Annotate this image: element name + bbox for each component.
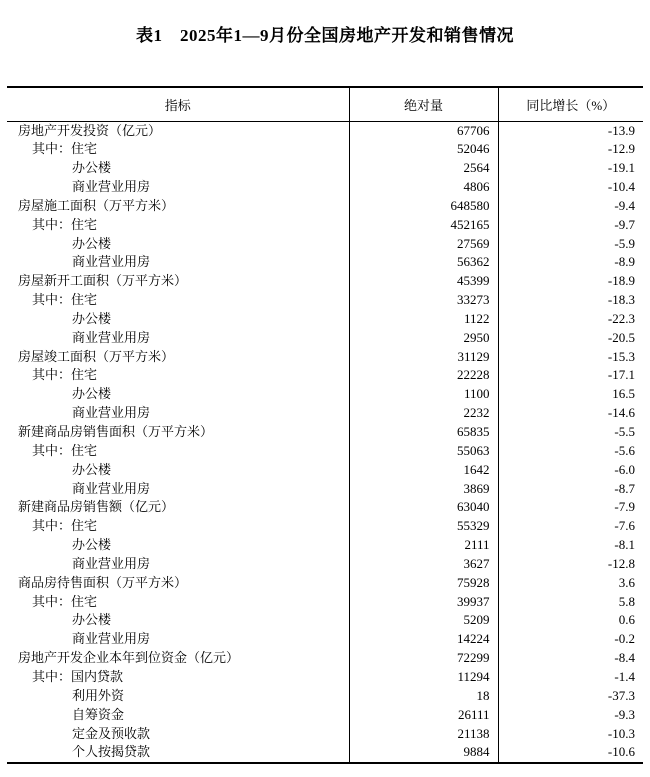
real-estate-stats-table — [7, 86, 643, 764]
yoy-growth-cell: -9.4 — [614, 197, 635, 213]
indicator-cell: 个人按揭贷款 — [7, 743, 349, 763]
indicator-cell: 其中：住宅 — [7, 216, 349, 235]
absolute-amount-cell: 648580 — [349, 197, 498, 216]
absolute-amount-cell: 3627 — [349, 555, 498, 574]
absolute-amount-cell: 4806 — [349, 178, 498, 197]
absolute-amount-cell: 2111 — [349, 536, 498, 555]
indicator-cell: 商业营业用房 — [7, 480, 349, 499]
table-row — [7, 517, 643, 536]
absolute-amount-cell: 1100 — [349, 385, 498, 404]
yoy-growth-cell: -6.0 — [614, 461, 635, 477]
indicator-cell: 办公楼 — [7, 461, 349, 480]
yoy-growth-cell: -10.4 — [607, 179, 635, 195]
table-row — [7, 310, 643, 329]
indicator-cell: 其中：住宅 — [7, 517, 349, 536]
yoy-growth-cell: -14.6 — [607, 405, 635, 421]
yoy-growth-cell: -19.1 — [607, 160, 635, 176]
table-row — [7, 121, 643, 140]
table-row — [7, 630, 643, 649]
absolute-amount-cell: 1122 — [349, 310, 498, 329]
column-header-yoy-growth: 同比增长（%） — [498, 87, 643, 121]
absolute-amount-cell: 55063 — [349, 442, 498, 461]
yoy-growth-cell: -9.7 — [614, 216, 635, 232]
absolute-amount-cell: 72299 — [349, 649, 498, 668]
yoy-growth-cell: -18.3 — [607, 292, 635, 308]
table-row — [7, 178, 643, 197]
table-row — [7, 291, 643, 310]
table-row — [7, 442, 643, 461]
yoy-growth-cell: 0.6 — [618, 612, 635, 628]
table-row — [7, 253, 643, 272]
indicator-cell: 房地产开发投资（亿元） — [7, 121, 349, 140]
table-row — [7, 197, 643, 216]
indicator-cell: 办公楼 — [7, 159, 349, 178]
table-row — [7, 272, 643, 291]
absolute-amount-cell: 65835 — [349, 423, 498, 442]
yoy-growth-cell: -5.9 — [614, 235, 635, 251]
table-row — [7, 366, 643, 385]
yoy-growth-cell: -1.4 — [614, 668, 635, 684]
absolute-amount-cell: 75928 — [349, 574, 498, 593]
absolute-amount-cell: 452165 — [349, 216, 498, 235]
yoy-growth-cell: -13.9 — [607, 122, 635, 138]
indicator-cell: 其中：住宅 — [7, 593, 349, 612]
indicator-cell: 商业营业用房 — [7, 178, 349, 197]
indicator-cell: 商品房待售面积（万平方米） — [7, 574, 349, 593]
absolute-amount-cell: 5209 — [349, 611, 498, 630]
absolute-amount-cell: 33273 — [349, 291, 498, 310]
absolute-amount-cell: 67706 — [349, 121, 498, 140]
absolute-amount-cell: 21138 — [349, 725, 498, 744]
indicator-cell: 商业营业用房 — [7, 555, 349, 574]
table-row — [7, 216, 643, 235]
indicator-cell: 其中：住宅 — [7, 442, 349, 461]
absolute-amount-cell: 45399 — [349, 272, 498, 291]
yoy-growth-cell: -5.6 — [614, 442, 635, 458]
page-title: 表1 2025年1—9月份全国房地产开发和销售情况 — [136, 26, 514, 45]
indicator-cell: 其中：住宅 — [7, 291, 349, 310]
table-row — [7, 593, 643, 612]
table-row — [7, 574, 643, 593]
indicator-cell: 新建商品房销售面积（万平方米） — [7, 423, 349, 442]
yoy-growth-cell: -12.9 — [607, 141, 635, 157]
yoy-growth-cell: -8.4 — [614, 650, 635, 666]
indicator-cell: 商业营业用房 — [7, 630, 349, 649]
table-row — [7, 423, 643, 442]
indicator-cell: 商业营业用房 — [7, 329, 349, 348]
indicator-cell: 房屋新开工面积（万平方米） — [7, 272, 349, 291]
indicator-cell: 办公楼 — [7, 536, 349, 555]
absolute-amount-cell: 26111 — [349, 706, 498, 725]
absolute-amount-cell: 18 — [349, 687, 498, 706]
header-row — [7, 87, 643, 121]
indicator-cell: 其中：国内贷款 — [7, 668, 349, 687]
absolute-amount-cell: 63040 — [349, 498, 498, 517]
table-row — [7, 555, 643, 574]
yoy-growth-cell: -10.6 — [607, 744, 635, 760]
yoy-growth-cell: -5.5 — [614, 424, 635, 439]
yoy-growth-cell: -9.3 — [614, 706, 635, 722]
yoy-growth-cell: -17.1 — [607, 367, 635, 383]
indicator-cell: 房屋竣工面积（万平方米） — [7, 348, 349, 367]
yoy-growth-cell: -8.1 — [614, 537, 635, 553]
table-row — [7, 480, 643, 499]
yoy-growth-cell: -7.9 — [614, 499, 635, 515]
absolute-amount-cell: 9884 — [349, 743, 498, 763]
table-row — [7, 461, 643, 480]
absolute-amount-cell: 31129 — [349, 348, 498, 367]
indicator-cell: 办公楼 — [7, 310, 349, 329]
indicator-cell: 商业营业用房 — [7, 404, 349, 423]
indicator-cell: 办公楼 — [7, 611, 349, 630]
absolute-amount-cell: 56362 — [349, 253, 498, 272]
indicator-cell: 自筹资金 — [7, 706, 349, 725]
absolute-amount-cell: 11294 — [349, 668, 498, 687]
table-row — [7, 498, 643, 517]
absolute-amount-cell: 39937 — [349, 593, 498, 612]
table-row — [7, 706, 643, 725]
yoy-growth-cell: -37.3 — [607, 687, 635, 703]
indicator-cell: 新建商品房销售额（亿元） — [7, 498, 349, 517]
indicator-cell: 其中：住宅 — [7, 366, 349, 385]
absolute-amount-cell: 1642 — [349, 461, 498, 480]
table-row — [7, 536, 643, 555]
table-body — [7, 121, 643, 763]
yoy-growth-cell: -8.7 — [614, 480, 635, 496]
yoy-growth-cell: -20.5 — [607, 329, 635, 345]
column-header-indicator: 指标 — [7, 87, 349, 121]
table-row — [7, 404, 643, 423]
absolute-amount-cell: 27569 — [349, 235, 498, 254]
column-header-absolute-amount: 绝对量 — [349, 87, 498, 121]
indicator-cell: 房屋施工面积（万平方米） — [7, 197, 349, 216]
yoy-growth-cell: 3.6 — [618, 574, 635, 590]
indicator-cell: 定金及预收款 — [7, 725, 349, 744]
table-row — [7, 668, 643, 687]
yoy-growth-cell: -12.8 — [607, 555, 635, 571]
absolute-amount-cell: 2564 — [349, 159, 498, 178]
yoy-growth-cell: -7.6 — [614, 518, 635, 534]
table-row — [7, 235, 643, 254]
table-row — [7, 329, 643, 348]
absolute-amount-cell: 2232 — [349, 404, 498, 423]
absolute-amount-cell: 22228 — [349, 366, 498, 385]
yoy-growth-cell: -18.9 — [607, 273, 635, 289]
indicator-cell: 房地产开发企业本年到位资金（亿元） — [7, 649, 349, 668]
indicator-cell: 办公楼 — [7, 385, 349, 404]
table-row — [7, 348, 643, 367]
absolute-amount-cell: 14224 — [349, 630, 498, 649]
table-row — [7, 725, 643, 744]
absolute-amount-cell: 52046 — [349, 140, 498, 159]
absolute-amount-cell: 2950 — [349, 329, 498, 348]
table-row — [7, 140, 643, 159]
yoy-growth-cell: -15.3 — [607, 348, 635, 364]
indicator-cell: 商业营业用房 — [7, 253, 349, 272]
absolute-amount-cell: 55329 — [349, 517, 498, 536]
table-row — [7, 743, 643, 763]
yoy-growth-cell: -10.3 — [607, 725, 635, 741]
yoy-growth-cell: 5.8 — [618, 593, 635, 609]
table-row — [7, 159, 643, 178]
yoy-growth-cell: -8.9 — [614, 254, 635, 270]
table-row — [7, 687, 643, 706]
indicator-cell: 其中：住宅 — [7, 140, 349, 159]
absolute-amount-cell: 3869 — [349, 480, 498, 499]
table-row — [7, 611, 643, 630]
yoy-growth-cell: 16.5 — [612, 386, 635, 402]
yoy-growth-cell: -0.2 — [614, 631, 635, 647]
yoy-growth-cell: -22.3 — [607, 310, 635, 326]
table-row — [7, 649, 643, 668]
indicator-cell: 利用外资 — [7, 687, 349, 706]
table-row — [7, 385, 643, 404]
indicator-cell: 办公楼 — [7, 235, 349, 254]
